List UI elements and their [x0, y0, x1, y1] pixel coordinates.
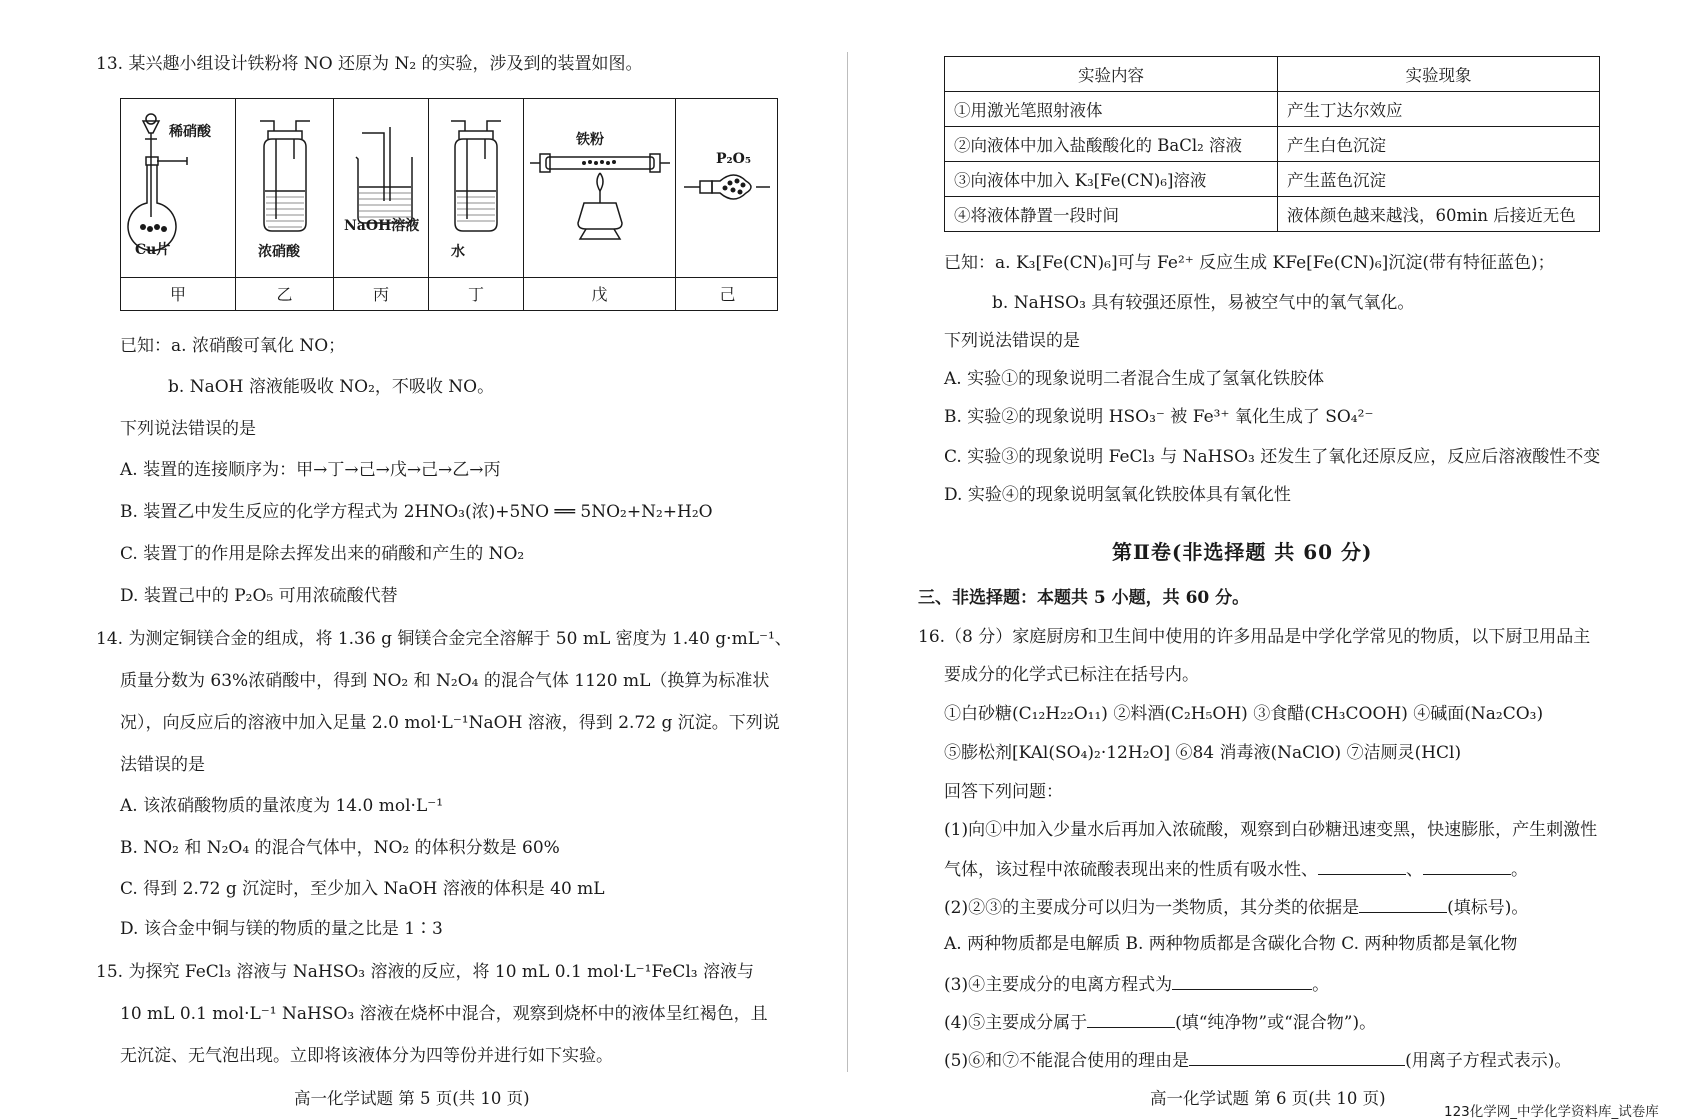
q13-known-b: b. NaOH 溶液能吸收 NO₂，不吸收 NO。	[168, 377, 495, 397]
q16-p5-text: (5)⑥和⑦不能混合使用的理由是	[944, 1051, 1190, 1071]
answer-blank[interactable]	[1172, 972, 1312, 990]
label-iron-powder: 铁粉	[576, 132, 604, 148]
q16-line-2: 要成分的化学式已标注在括号内。	[944, 665, 1199, 685]
table-row	[945, 127, 1600, 162]
q16-p4-text: (4)⑤主要成分属于	[944, 1013, 1088, 1033]
q16-p1-line-1: (1)向①中加入少量水后再加入浓硫酸，观察到白砂糖迅速变黑，快速膨胀，产生刺激性	[944, 820, 1598, 840]
answer-blank[interactable]	[1318, 857, 1406, 875]
q16-p2-options: A. 两种物质都是电解质 B. 两种物质都是含碳化合物 C. 两种物质都是氧化物	[944, 934, 1518, 954]
q16-p3-end: 。	[1312, 975, 1330, 995]
right-footer: 高一化学试题 第 6 页(共 10 页)	[1150, 1089, 1386, 1108]
label-conc-nitric: 浓硝酸	[258, 244, 300, 260]
q16-items-2: ⑤膨松剂[KAl(SO₄)₂·12H₂O] ⑥84 消毒液(NaClO) ⑦洁厕灵(HCl)	[944, 743, 1462, 763]
q14-option-c: C. 得到 2.72 g 沉淀时，至少加入 NaOH 溶液的体积是 40 mL	[120, 879, 605, 899]
q13-stem: 13. 某兴趣小组设计铁粉将 NO 还原为 N₂ 的实验，涉及到的装置如图。	[96, 54, 643, 74]
q16-line-1: 16.（8 分）家庭厨房和卫生间中使用的许多用品是中学化学常见的物质，以下厨卫用品主	[918, 627, 1591, 647]
apparatus-ji	[676, 99, 779, 277]
gas-washing-bottle-icon	[429, 99, 524, 277]
table-header-row	[945, 57, 1600, 92]
label-dilute-nitric: 稀硝酸	[169, 124, 211, 140]
q16-p2-end: (填标号)。	[1447, 898, 1529, 918]
q13-option-c: C. 装置丁的作用是除去挥发出来的硝酸和产生的 NO₂	[120, 544, 525, 564]
apparatus-jia	[121, 99, 236, 277]
apparatus-ding	[429, 99, 524, 277]
q16-p5	[944, 1048, 1571, 1072]
q13-ask: 下列说法错误的是	[120, 419, 256, 439]
q15-option-d: D. 实验④的现象说明氢氧化铁胶体具有氧化性	[944, 485, 1291, 505]
q15-option-a: A. 实验①的现象说明二者混合生成了氢氧化铁胶体	[944, 369, 1325, 389]
label-water: 水	[451, 244, 465, 260]
table-cell: 产生白色沉淀	[1278, 127, 1600, 162]
q14-option-d: D. 该合金中铜与镁的物质的量之比是 1∶3	[120, 919, 443, 939]
q14-line-2: 质量分数为 63%浓硝酸中，得到 NO₂ 和 N₂O₄ 的混合气体 1120 mL（换算为标准状	[120, 671, 770, 691]
q15-line-1: 15. 为探究 FeCl₃ 溶液与 NaHSO₃ 溶液的反应，将 10 mL 0.1 mol·L⁻¹FeCl₃ 溶液与	[96, 962, 755, 982]
table-cell: 产生丁达尔效应	[1278, 92, 1600, 127]
q16-p4-end: (填“纯净物”或“混合物”)。	[1175, 1013, 1377, 1033]
drying-tube-icon	[676, 99, 779, 277]
apparatus-wu	[524, 99, 676, 277]
apparatus-figure	[120, 98, 778, 311]
q16-p4	[944, 1010, 1376, 1034]
answer-blank[interactable]	[1189, 1048, 1405, 1066]
answer-blank[interactable]	[1359, 895, 1447, 913]
q15-known-b: b. NaHSO₃ 具有较强还原性，易被空气中的氧气氧化。	[992, 293, 1415, 313]
beaker-icon	[334, 99, 429, 277]
table-cell: 液体颜色越来越浅，60min 后接近无色	[1278, 197, 1600, 232]
apparatus-yi	[236, 99, 334, 277]
q13-option-a: A. 装置的连接顺序为：甲→丁→己→戊→己→乙→丙	[120, 460, 501, 480]
q16-p5-end: (用离子方程式表示)。	[1405, 1051, 1572, 1071]
part3-heading: 三、非选择题：本题共 5 小题，共 60 分。	[918, 588, 1250, 608]
table-row	[945, 92, 1600, 127]
caption-ding: 丁	[429, 278, 524, 311]
q14-option-b: B. NO₂ 和 N₂O₄ 的混合气体中，NO₂ 的体积分数是 60%	[120, 838, 560, 858]
q15-line-3: 无沉淀、无气泡出现。立即将该液体分为四等份并进行如下实验。	[120, 1046, 613, 1066]
label-p2o5: P₂O₅	[716, 151, 751, 167]
caption-bing: 丙	[334, 278, 429, 311]
caption-wu: 戊	[524, 278, 676, 311]
q16-p1-separator: 、	[1406, 860, 1423, 880]
caption-jia: 甲	[121, 278, 236, 311]
table-cell: 产生蓝色沉淀	[1278, 162, 1600, 197]
q15-line-2: 10 mL 0.1 mol·L⁻¹ NaHSO₃ 溶液在烧杯中混合，观察到烧杯中的液体呈红褐色，且	[120, 1004, 768, 1024]
section-title: 第Ⅱ卷(非选择题 共 60 分)	[1112, 540, 1373, 564]
q15-known-a: 已知：a. K₃[Fe(CN)₆]可与 Fe²⁺ 反应生成 KFe[Fe(CN)₆]沉淀(带有特征蓝色)；	[944, 253, 1555, 273]
apparatus-caption-row	[121, 277, 777, 310]
q16-p3-text: (3)④主要成分的电离方程式为	[944, 975, 1173, 995]
caption-ji: 己	[719, 285, 736, 304]
q16-p2	[944, 895, 1528, 919]
q13-known-a: 已知：a. 浓硝酸可氧化 NO；	[120, 336, 346, 356]
caption-yi: 乙	[236, 278, 334, 311]
answer-blank[interactable]	[1423, 857, 1511, 875]
q15-ask: 下列说法错误的是	[944, 331, 1080, 351]
q16-items-1: ①白砂糖(C₁₂H₂₂O₁₁) ②料酒(C₂H₅OH) ③食醋(CH₃COOH) ④碱面(Na₂CO₃)	[944, 704, 1544, 724]
q16-answer-prompt: 回答下列问题：	[944, 782, 1063, 802]
label-naoh: NaOH溶液	[344, 218, 420, 234]
table-header: 实验现象	[1278, 57, 1600, 92]
q16-p1-text: 气体，该过程中浓硫酸表现出来的性质有吸水性、	[944, 860, 1318, 880]
experiment-table	[944, 56, 1600, 232]
apparatus-bing	[334, 99, 429, 277]
q14-option-a: A. 该浓硝酸物质的量浓度为 14.0 mol·L⁻¹	[120, 796, 444, 816]
answer-blank[interactable]	[1087, 1010, 1175, 1028]
q14-line-1: 14. 为测定铜镁合金的组成，将 1.36 g 铜镁合金完全溶解于 50 mL 密度为 1.40 g·mL⁻¹、	[96, 629, 792, 649]
q14-line-4: 法错误的是	[120, 755, 205, 775]
table-cell: ②向液体中加入盐酸酸化的 BaCl₂ 溶液	[945, 127, 1278, 162]
label-cu: Cu片	[135, 242, 171, 258]
q16-p1-end: 。	[1511, 860, 1528, 880]
q15-option-c: C. 实验③的现象说明 FeCl₃ 与 NaHSO₃ 还发生了氧化还原反应，反应后溶液酸性不变	[944, 447, 1601, 467]
table-header: 实验内容	[945, 57, 1278, 92]
q15-option-b: B. 实验②的现象说明 HSO₃⁻ 被 Fe³⁺ 氧化生成了 SO₄²⁻	[944, 407, 1374, 427]
table-cell: ③向液体中加入 K₃[Fe(CN)₆]溶液	[945, 162, 1278, 197]
q13-option-d: D. 装置己中的 P₂O₅ 可用浓硫酸代替	[120, 586, 398, 606]
q16-p3	[944, 972, 1329, 996]
q16-p1-line-2	[944, 857, 1528, 881]
q13-option-b: B. 装置乙中发生反应的化学方程式为 2HNO₃(浓)+5NO ══ 5NO₂+N₂+H₂O	[120, 502, 713, 522]
table-row	[945, 197, 1600, 232]
table-cell: ①用激光笔照射液体	[945, 92, 1278, 127]
q14-line-3: 况），向反应后的溶液中加入足量 2.0 mol·L⁻¹NaOH 溶液，得到 2.72 g 沉淀。下列说	[120, 713, 780, 733]
left-footer: 高一化学试题 第 5 页(共 10 页)	[294, 1089, 530, 1108]
q16-p2-text: (2)②③的主要成分可以归为一类物质，其分类的依据是	[944, 898, 1360, 918]
tube-furnace-burner-icon	[524, 99, 676, 277]
watermark: 123化学网_中学化学资料库_试卷库	[1444, 1104, 1659, 1119]
table-row	[945, 162, 1600, 197]
table-cell: ④将液体静置一段时间	[945, 197, 1278, 232]
